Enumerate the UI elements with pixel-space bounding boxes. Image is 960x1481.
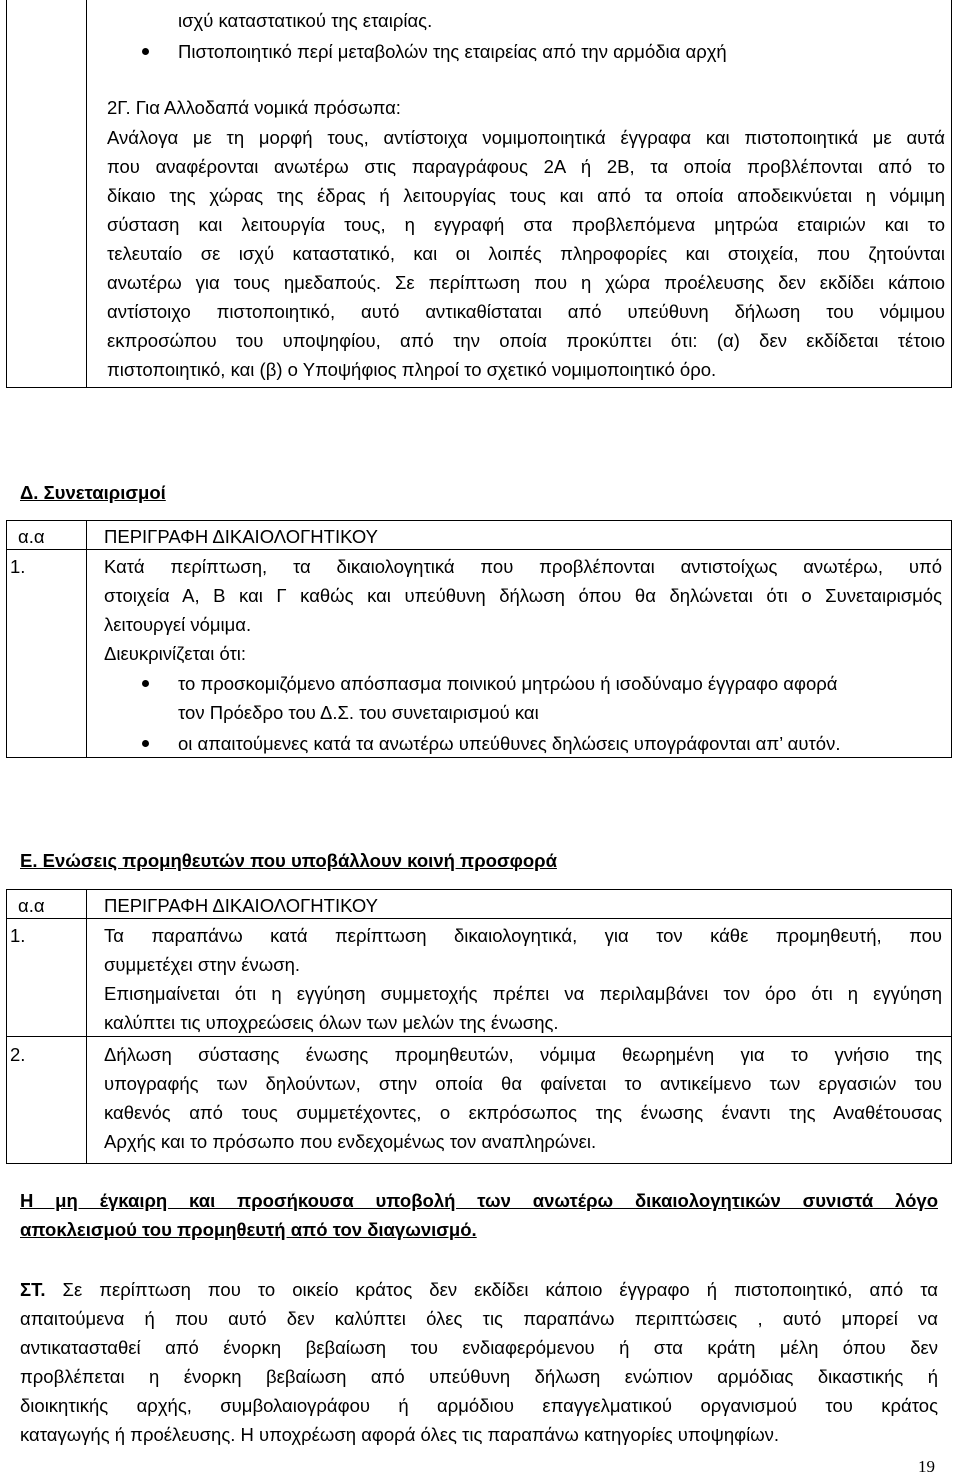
bullet-line: το προσκομιζόμενο απόσπασμα ποινικού μητρώου ή ισοδύναμο έγγραφο αφορά: [178, 673, 838, 694]
row-line: Τα παραπάνω κατά περίπτωση δικαιολογητικά, για τον κάθε προμηθευτή, που: [104, 925, 942, 946]
table-column-divider: [86, 520, 87, 758]
table-row-number: 2.: [10, 1044, 26, 1065]
warning-line: Η μη έγκαιρη και προσήκουσα υποβολή των ανωτέρω δικαιολογητικών συνιστά λόγο: [20, 1190, 938, 1211]
para-line: αντίστοιχο πιστοποιητικό, αυτό αντικαθίσταται από υπεύθυνη δήλωση του νόμιμου: [107, 301, 945, 322]
section-st-label: ΣΤ.: [20, 1279, 46, 1300]
bullet-text: [178, 669, 948, 727]
bullet-icon: [142, 48, 149, 55]
row-line: λειτουργεί νόμιμα.: [104, 614, 252, 635]
exclusion-warning: [20, 1186, 938, 1244]
st-line: [20, 1275, 938, 1304]
row-line: Επισημαίνεται ότι η εγγύηση συμμετοχής πρέπει να περιλαμβάνει τον όρο ότι η εγγύηση: [104, 983, 942, 1004]
section-e-title: Ε. Ενώσεις προμηθευτών που υποβάλλουν κοινή προσφορά: [20, 850, 557, 871]
clarify-line: Διευκρινίζεται ότι:: [104, 643, 247, 664]
row-line: στοιχεία Α, Β και Γ καθώς και υπεύθυνη δήλωση όπου θα δηλώνεται ότι ο Συνεταιρισμός: [104, 585, 942, 606]
top-bullet1: Πιστοποιητικό περί μεταβολών της εταιρείας από την αρμόδια αρχή: [178, 41, 727, 62]
st-line: απαιτούμενα ή που αυτό δεν καλύπτει όλες τις παραπάνω περιπτώσεις , αυτό μπορεί να: [20, 1308, 938, 1329]
table-row-text: [104, 1040, 942, 1156]
st-line: προβλέπεται η ένορκη βεβαίωση από υπεύθυνη δήλωση ενώπιον αρμόδιας δικαστικής ή: [20, 1366, 938, 1387]
para-line: ανωτέρω για τους ημεδαπούς. Σε περίπτωση που η χώρα προέλευσης δεν εκδίδει κάποιο: [107, 272, 945, 293]
table-header-description: ΠΕΡΙΓΡΑΦΗ ΔΙΚΑΙΟΛΟΓΗΤΙΚΟΥ: [104, 526, 379, 547]
table-header-aa: α.α: [18, 526, 45, 547]
bullet-text: οι απαιτούμενες κατά τα ανωτέρω υπεύθυνες δηλώσεις υπογράφονται απ’ αυτόν.: [178, 733, 841, 754]
table-header-description: ΠΕΡΙΓΡΑΦΗ ΔΙΚΑΙΟΛΟΓΗΤΙΚΟΥ: [104, 895, 379, 916]
row-line: Κατά περίπτωση, τα δικαιολογητικά που προβλέπονται αντιστοίχως ανωτέρω, υπό: [104, 556, 942, 577]
row-line: συμμετέχει στην ένωση.: [104, 954, 301, 975]
para-line: που αναφέρονται ανωτέρω στις παραγράφους 2Α ή 2Β, τα οποία προβλέπονται από το: [107, 156, 945, 177]
para-line: δίκαιο της χώρας της έδρας ή λειτουργίας τους και από τα οποία αποδεικνύεται η νόμιμη: [107, 185, 945, 206]
para-line: εκπροσώπου του υποψηφίου, από την οποία προκύπτει ότι: (α) δεν εκδίδεται τέτοιο: [107, 330, 945, 351]
table-row-number: 1.: [10, 556, 26, 577]
para-line: σύσταση και λειτουργία τους, η εγγραφή στα προβλεπόμενα μητρώα εταιριών και το: [107, 214, 945, 235]
para-line: τελευταίο σε ισχύ καταστατικό, και οι λοιπές πληροφορίες και στοιχεία, που ζητούνται: [107, 243, 945, 264]
continuation-box-divider: [86, 0, 87, 388]
warning-line: αποκλεισμού του προμηθευτή από τον διαγωνισμό.: [20, 1219, 477, 1240]
st-line: καταγωγής ή προέλευσης. Η υποχρέωση αφορά όλες τις παραπάνω κατηγορίες υποψηφίων.: [20, 1424, 780, 1445]
table-row-number: 1.: [10, 925, 26, 946]
table-row-text: [104, 552, 942, 668]
bullet-line: τον Πρόεδρο του Δ.Σ. του συνεταιρισμού και: [178, 702, 539, 723]
section-st-paragraph: [20, 1275, 938, 1449]
row-line: καθενός από τους συμμετέχοντες, ο εκπρόσωπος της ένωσης έναντι της Αναθέτουσας: [104, 1102, 942, 1123]
section-d-title: Δ. Συνεταιρισμοί: [20, 482, 166, 503]
para-line: Ανάλογα με τη μορφή τους, αντίστοιχα νομιμοποιητικά έγγραφα και πιστοποιητικά με αυτά: [107, 127, 945, 148]
page-number: 19: [918, 1457, 935, 1476]
para-line: πιστοποιητικό, και (β) ο Υποψήφιος πληροί το σχετικό νομιμοποιητικό όρο.: [107, 359, 717, 380]
row-line: Αρχής και το πρόσωπο που ενδεχομένως τον αναπληρώνει.: [104, 1131, 597, 1152]
section-2g-heading: 2Γ. Για Αλλοδαπά νομικά πρόσωπα:: [107, 97, 401, 118]
top-line1: ισχύ καταστατικού της εταιρίας.: [178, 10, 433, 31]
st-line-text: Σε περίπτωση που το οικείο κράτος δεν εκδίδει κάποιο έγγραφο ή πιστοποιητικό, από τα: [45, 1279, 938, 1300]
row-line: καλύπτει τις υποχρεώσεις όλων των μελών της ένωσης.: [104, 1012, 559, 1033]
row-line: Δήλωση σύστασης ένωσης προμηθευτών, νόμιμα θεωρημένη για το γνήσιο της: [104, 1044, 942, 1065]
table-header-aa: α.α: [18, 895, 45, 916]
bullet-icon: [142, 740, 149, 747]
section-2g-paragraph: [107, 123, 945, 384]
st-line: αντικατασταθεί από ένορκη βεβαίωση του ενδιαφερόμενου ή στα κράτη μέλη όπου δεν: [20, 1337, 938, 1358]
table-row-text: [104, 921, 942, 1037]
table-column-divider: [86, 889, 87, 1164]
bullet-icon: [142, 680, 149, 687]
row-line: υπογραφής των δηλούντων, στην οποία θα φαίνεται το αντικείμενο των εργασιών του: [104, 1073, 942, 1094]
st-line: διοικητικής αρχής, συμβολαιογράφου ή αρμόδιου επαγγελματικού οργανισμού του κράτος: [20, 1395, 938, 1416]
